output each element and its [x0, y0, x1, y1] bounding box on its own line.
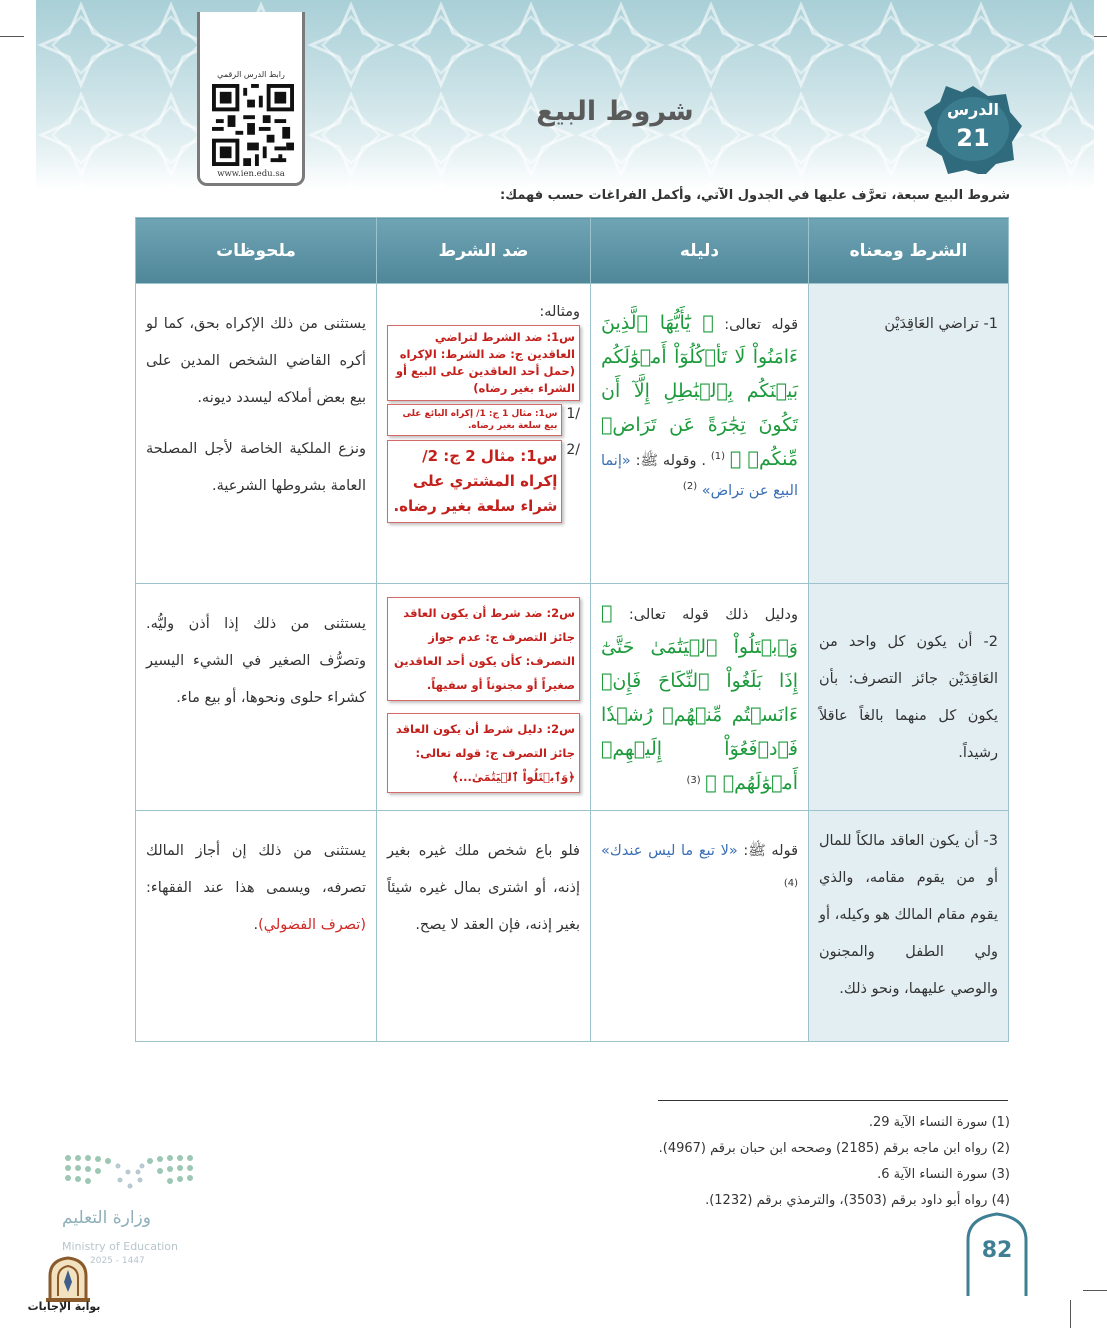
notes-cell [136, 584, 377, 811]
answer-box: س1: مثال 2 ج: 2/ إكراه المشتري على شراء سلعة بغير رضاه. [387, 440, 562, 523]
evidence-intro: قوله تعالى: [724, 317, 799, 333]
page-number: 82 [981, 1238, 1013, 1263]
footnote-item: (1) سورة النساء الآية 29. [868, 1115, 1010, 1130]
quran-verse: ﴿ وَٱبۡتَلُواْ ٱلۡيَتَٰمَىٰ حَتَّىٰٓ إِذَا بَلَغُواْ ٱلنِّكَاحَ فَإِنۡ ءَانَسۡتُم مِّنۡهُمۡ رُشۡدٗا فَٱدۡفَعُوٓاْ إِلَيۡهِمۡ أَمۡوَٰلَهُمۡ ﴾ [601, 602, 798, 794]
header-opposite: ضد الشرط [377, 218, 591, 284]
lesson-label: الدرس [946, 100, 1000, 119]
crop-mark [1070, 1300, 1071, 1328]
footnotes [560, 1110, 1010, 1214]
condition-text: 2- أن يكون كل واحد من العَاقِدَيْن جائز التصرف: بأن يكون كل منهما بالغاً عاقلاً رشيداً. [819, 634, 998, 761]
hadith-text: «إنما البيع عن تراض» [601, 453, 798, 499]
notes-highlight: (تصرف الفضولي) [258, 917, 366, 933]
opposite-cell [377, 284, 591, 584]
lesson-title: شروط البيع [536, 96, 694, 127]
evidence-cell [591, 284, 809, 584]
answer-box: س2: ضد شرط أن يكون العاقد جائز التصرف ج: عدم جواز التصرف: كأن يكون أحد العاقدين صغيراً أو مجنوناً أو سفيهاً. [387, 597, 580, 701]
example-line [387, 440, 580, 523]
footnote-item: (4) رواه أبو داود برقم (3503)، والترمذي برقم (1232). [705, 1193, 1010, 1208]
answer-box: س1: ضد الشرط لتراضي العاقدين ج: ضد الشرط: الإكراه (حمل أحد العاقدين على البيع أو الشراء بغير رضاه) [387, 325, 580, 401]
footnote-item: (2) رواه ابن ماجه برقم (2185) وصححه ابن حبان برقم (4967). [658, 1141, 1010, 1156]
instruction-text: شروط البيع سبعة، تعرَّف عليها في الجدول الآتي، وأكمل الفراغات حسب فهمك: [500, 188, 1010, 203]
opposite-text: فلو باع شخص ملك غيره بغير إذنه، أو اشترى بمال غيره شيئاً بغير إذنه، فإن العقد لا يصح. [387, 843, 580, 933]
notes-text: يستثنى من ذلك إن أجاز المالك تصرفه، ويسمى هذا عند الفقهاء: [146, 843, 366, 896]
example-number: /2 [566, 442, 580, 458]
answer-box: س1: مثال 1 ج: 1/ إكراه البائع على بيع سلعة بغير رضاه. [387, 404, 562, 436]
footnote-ref[interactable]: (1) [710, 451, 725, 463]
evidence-intro: ودليل ذلك قوله تعالى: [628, 607, 798, 623]
evidence-cell [591, 584, 809, 811]
hadith-text: «لا تبع ما ليس عندك» [601, 843, 738, 859]
table-row [136, 584, 1009, 811]
condition-text: 1- تراضي العَاقِدَيْن [884, 316, 998, 332]
qr-card[interactable] [197, 12, 305, 186]
evidence-intro: قوله ﷺ: [743, 843, 799, 859]
quran-verse: ﴿ يَٰٓأَيُّهَا ٱلَّذِينَ ءَامَنُواْ لَا تَأۡكُلُوٓاْ أَمۡوَٰلَكُم بَيۡنَكُم بِٱلۡبَٰطِلِ إِلَّآ أَن تَكُونَ تِجَٰرَةً عَن تَرَاضٖ مِّنكُمۡ ﴾ [601, 312, 798, 470]
example-label: ومثاله: [539, 304, 580, 320]
header-notes: ملحوظات [136, 218, 377, 284]
qr-caption: رابط الدرس الرقمي [217, 70, 285, 79]
crop-mark [0, 36, 24, 37]
table-row [136, 811, 1009, 1042]
header-evidence: دليله [591, 218, 809, 284]
table-header-row [136, 218, 1009, 284]
opposite-cell [377, 811, 591, 1042]
moe-year: 2025 - 1447 [90, 1256, 145, 1266]
footnote-ref[interactable]: (2) [682, 481, 698, 493]
opposite-cell [377, 584, 591, 811]
page-number-tab [966, 1212, 1028, 1296]
notes-text: . [253, 917, 259, 933]
notes-text: يستثنى من ذلك إذا أذن وليُّه. وتصرُّف الصغير في الشيء اليسير كشراء حلوى ونحوها، أو بيع ماء. [146, 616, 366, 706]
portal-name[interactable]: بوابة الإجابات [27, 1300, 101, 1313]
answer-box: س2: دليل شرط أن يكون العاقد جائز التصرف ج: قوله تعالى: ﴿وَٱبۡتَلُواْ ٱلۡيَتَٰمَىٰ...﴾ [387, 713, 580, 793]
crop-mark [1083, 1290, 1107, 1291]
portal-logo-icon[interactable] [28, 1256, 108, 1328]
example-line [387, 404, 580, 436]
evidence-cell [591, 811, 809, 1042]
notes-text: يستثنى من ذلك الإكراه بحق، كما لو أكره القاضي الشخص المدين على بيع بعض أملاكه ليسدد ديونه. [146, 316, 366, 406]
footnote-ref[interactable]: (3) [686, 775, 701, 787]
lesson-badge [922, 84, 1024, 174]
qr-url[interactable]: www.ien.edu.sa [217, 169, 285, 179]
header-condition: الشرط ومعناه [809, 218, 1009, 284]
footnote-item: (3) سورة النساء الآية 6. [877, 1167, 1010, 1182]
moe-english-name: Ministry of Education [62, 1240, 179, 1253]
condition-cell [809, 284, 1009, 584]
condition-text: 3- أن يكون العاقد مالكاً للمال أو من يقوم مقامه، والذي يقوم مقام المالك هو وكيله، أو ولي الطفل والمجنون والوصي عليهما، ونحو ذلك. [819, 833, 998, 997]
notes-cell [136, 284, 377, 584]
example-number: /1 [566, 406, 580, 422]
conditions-table [135, 217, 1009, 1042]
qr-code-icon[interactable] [212, 84, 294, 166]
condition-cell [809, 584, 1009, 811]
footnote-ref[interactable]: (4) [783, 878, 798, 890]
lesson-number: 21 [956, 124, 990, 152]
notes-text: ونزع الملكية الخاصة لأجل المصلحة العامة بشروطها الشرعية. [146, 441, 366, 494]
table-row [136, 284, 1009, 584]
notes-cell [136, 811, 377, 1042]
footnote-divider [658, 1100, 1008, 1101]
moe-arabic-name: وزارة التعليم [62, 1208, 151, 1228]
hadith-intro: . وقوله ﷺ: [635, 453, 706, 469]
condition-cell [809, 811, 1009, 1042]
